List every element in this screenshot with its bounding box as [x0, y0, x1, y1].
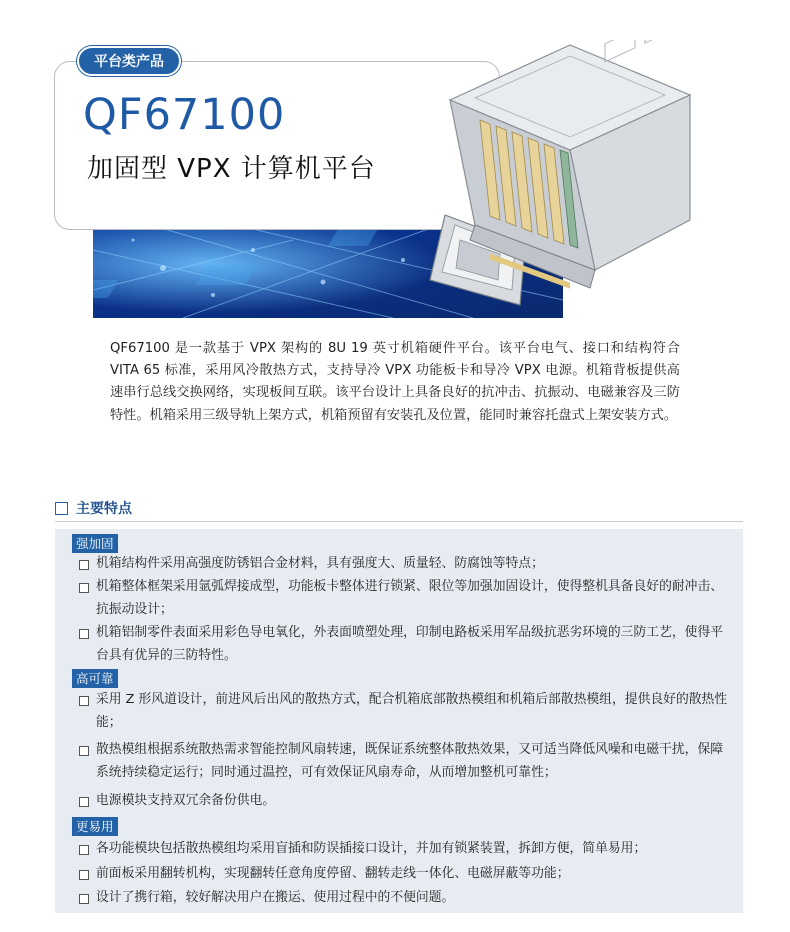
checkbox-icon [79, 583, 89, 593]
intro-paragraph: QF67100 是一款基于 VPX 架构的 8U 19 英寸机箱硬件平台。该平台电气、接口和结构符合 VITA 65 标准，采用风冷散热方式，支持导冷 VPX 功能板卡和导冷 VPX 电源。机箱背板提供高速串行总线交换网络，实现板间互联。该平台设计上具备良好的抗冲击、抗振动、电磁兼容及三防特性。机箱采用三级导轨上架方式，机箱预留有安装孔及位置，能同时兼容托盘式上架安装方式。 [110, 341, 680, 423]
checkbox-icon [79, 560, 89, 570]
feature-item: 散热模组根据系统散热需求智能控制风扇转速，既保证系统整体散热效果，又可适当降低风噪和电磁干扰，保障系统持续稳定运行；同时通过温控，可有效保证风扇寿命，从而增加整机可靠性； [79, 739, 729, 785]
feature-item: 设计了携行箱，较好解决用户在搬运、使用过程中的不便问题。 [79, 887, 729, 910]
checkbox-icon [79, 870, 89, 880]
category-label-usable: 更易用 [72, 817, 118, 836]
square-bullet-icon [55, 502, 68, 515]
feature-item: 各功能模块包括散热模组均采用盲插和防误插接口设计，并加有锁紧装置，拆卸方便，简单易用； [79, 838, 729, 861]
product-model: QF67100 [83, 90, 286, 140]
checkbox-icon [79, 629, 89, 639]
section-title: 主要特点 [76, 501, 132, 517]
checkbox-icon [79, 797, 89, 807]
product-subtitle: 加固型 VPX 计算机平台 [87, 154, 376, 184]
chassis-product-image [420, 40, 700, 320]
feature-item: 机箱整体框架采用氩弧焊接成型，功能板卡整体进行锁紧、限位等加强加固设计，使得整机具备良好的耐冲击、抗振动设计； [79, 576, 729, 622]
checkbox-icon [79, 845, 89, 855]
checkbox-icon [79, 894, 89, 904]
feature-item: 采用 Z 形风道设计，前进风后出风的散热方式，配合机箱底部散热模组和机箱后部散热模组，提供良好的散热性能； [79, 689, 729, 735]
features-section-header [55, 498, 132, 518]
feature-item: 电源模块支持双冗余备份供电。 [79, 790, 729, 813]
checkbox-icon [79, 746, 89, 756]
section-divider [55, 521, 743, 522]
checkbox-icon [79, 696, 89, 706]
feature-item: 机箱结构件采用高强度防锈铝合金材料，具有强度大、质量轻、防腐蚀等特点； [79, 553, 729, 576]
feature-item: 机箱铝制零件表面采用彩色导电氧化，外表面喷塑处理，印制电路板采用军品级抗恶劣环境的三防工艺，使得平台具有优异的三防特性。 [79, 622, 729, 668]
category-label-reliable: 高可靠 [72, 669, 118, 688]
feature-item: 前面板采用翻转机构，实现翻转任意角度停留、翻转走线一体化、电磁屏蔽等功能； [79, 863, 729, 886]
category-tag: 平台类产品 [77, 46, 181, 76]
features-panel [55, 529, 743, 913]
category-label-reinforced: 强加固 [72, 534, 118, 553]
